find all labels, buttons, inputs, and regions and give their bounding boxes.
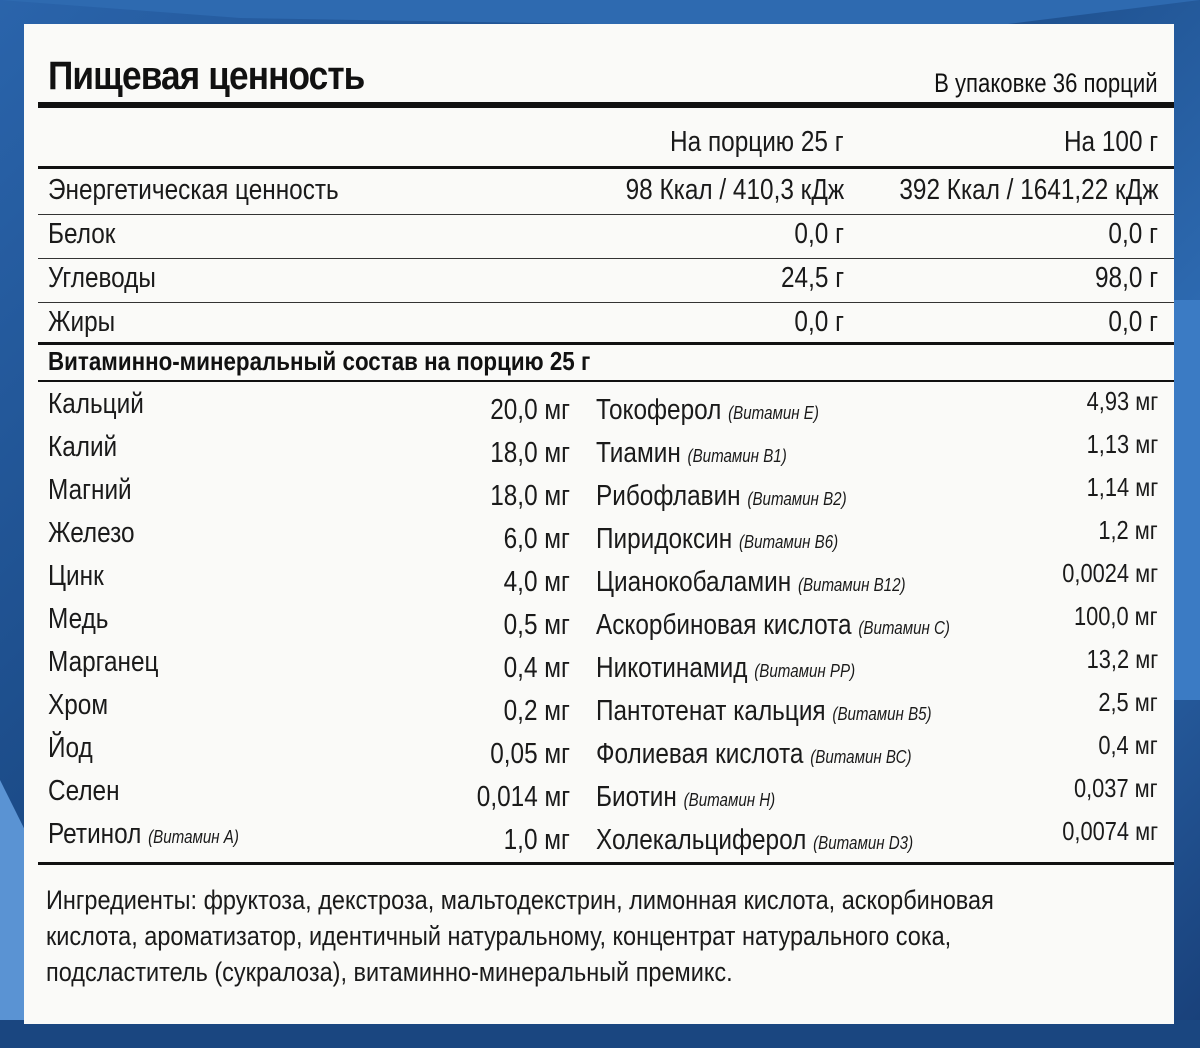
mineral-label: Селен: [48, 775, 120, 807]
nutrient-per-serving: 24,5 г: [780, 262, 844, 294]
mineral-value: 0,2 мг: [503, 695, 570, 727]
vitamin-label: Холекальциферол: [596, 824, 807, 856]
nutrient-per-100g: 0,0 г: [1108, 306, 1158, 338]
vitamin-label: Тиамин: [596, 437, 681, 469]
background-shard: [0, 1020, 1200, 1048]
vitamin-name: [596, 738, 912, 771]
mineral-value: 1,0 мг: [503, 824, 570, 856]
divider-thick: [38, 862, 1174, 865]
nutrient-per-serving: 0,0 г: [794, 306, 844, 338]
background-shard: [1170, 300, 1200, 700]
mineral-value: 18,0 мг: [490, 480, 570, 512]
mineral-name: [48, 388, 144, 421]
vitamin-label: Биотин: [596, 781, 677, 813]
nutrient-name: Белок: [48, 218, 116, 250]
vitamin-value: 1,13 мг: [1086, 429, 1158, 459]
divider-thick: [38, 102, 1174, 108]
vitamin-label: Пиридоксин: [596, 523, 733, 555]
vitamin-name: [596, 652, 855, 685]
nutrient-per-serving: 98 Ккал / 410,3 кДж: [625, 174, 844, 206]
vitamin-note: (Витамин ВС): [810, 747, 912, 767]
mineral-value: 4,0 мг: [503, 566, 570, 598]
vitamin-name: [596, 824, 913, 857]
nutrient-per-100g: 98,0 г: [1094, 262, 1158, 294]
vitamin-value: 1,2 мг: [1098, 515, 1158, 545]
vitamin-label: Аскорбиновая кислота: [596, 609, 852, 641]
label-title: Пищевая ценность: [48, 54, 365, 98]
mineral-value: 18,0 мг: [490, 437, 570, 469]
mineral-label: Калий: [48, 431, 118, 463]
vitamin-value: 13,2 мг: [1086, 644, 1158, 674]
vitamin-name: [596, 480, 847, 513]
vitamin-note: (Витамин РР): [754, 661, 856, 681]
vitamin-name: [596, 695, 932, 728]
row-divider: [38, 214, 1174, 215]
vitamin-value: 100,0 мг: [1074, 601, 1158, 631]
vitamin-note: (Витамин В1): [687, 446, 787, 466]
vitamin-label: Никотинамид: [596, 652, 748, 684]
mineral-label: Цинк: [48, 560, 104, 592]
vitamin-value: 0,4 мг: [1098, 730, 1158, 760]
mineral-label: Ретинол: [48, 818, 142, 850]
mineral-name: [48, 603, 108, 636]
vitamin-note: (Витамин В2): [747, 489, 847, 509]
vitamin-label: Рибофлавин: [596, 480, 741, 512]
row-divider: [38, 258, 1174, 259]
vitamin-note: (Витамин Н): [683, 790, 776, 810]
nutrient-per-100g: 392 Ккал / 1641,22 кДж: [898, 174, 1158, 206]
mineral-label: Кальций: [48, 388, 144, 420]
vitamin-label: Цианокобаламин: [596, 566, 792, 598]
vitamin-label: Токоферол: [596, 394, 722, 426]
mineral-name: [48, 474, 132, 507]
vitamin-note: (Витамин В5): [832, 704, 932, 724]
divider-thick: [38, 342, 1174, 345]
mineral-name: [48, 431, 117, 464]
vitamin-note: (Витамин Е): [728, 403, 819, 423]
mineral-label: Хром: [48, 689, 109, 721]
vitamin-name: [596, 609, 950, 642]
column-header-per-serving: На порцию 25 г: [670, 126, 844, 158]
vitamin-label: Фолиевая кислота: [596, 738, 804, 770]
nutrition-label: [24, 24, 1174, 1024]
nutrient-name: Углеводы: [48, 262, 156, 294]
nutrient-per-serving: 0,0 г: [794, 218, 844, 250]
mineral-name: [48, 517, 135, 550]
nutrient-per-100g: 0,0 г: [1108, 218, 1158, 250]
vitamin-note: (Витамин В6): [738, 532, 839, 552]
vitamin-label: Пантотенат кальция: [596, 695, 826, 727]
vitamin-name: [596, 781, 775, 814]
vitamin-value: 0,0074 мг: [1062, 816, 1158, 846]
vitamin-name: [596, 566, 906, 599]
vitamin-name: [596, 394, 819, 427]
mineral-value: 0,4 мг: [503, 652, 570, 684]
mineral-name: [48, 689, 108, 722]
vitamin-value: 2,5 мг: [1098, 687, 1158, 717]
ingredients-text: Ингредиенты: фруктоза, декстроза, мальтодекстрин, лимонная кислота, аскорбиновая кислота, ароматизатор, идентичный натуральному, концентрат натурального сока, подсластитель (сукралоза), витаминно-минеральный премикс.: [46, 885, 994, 987]
mineral-value: 6,0 мг: [503, 523, 570, 555]
mineral-value: 20,0 мг: [490, 394, 570, 426]
vitamin-value: 0,0024 мг: [1062, 558, 1158, 588]
mineral-value: 0,014 мг: [476, 781, 570, 813]
mineral-name: [48, 646, 159, 679]
mineral-name: [48, 775, 120, 808]
mineral-name: [48, 732, 93, 765]
vitamins-header: Витаминно-минеральный состав на порцию 25 г: [48, 346, 591, 376]
column-header-per-100g: На 100 г: [1063, 126, 1158, 158]
mineral-name: [48, 560, 104, 593]
mineral-label: Йод: [48, 732, 93, 764]
mineral-label: Марганец: [48, 646, 159, 678]
vitamin-value: 4,93 мг: [1086, 386, 1158, 416]
nutrient-name: Энергетическая ценность: [48, 174, 339, 206]
vitamin-note: (Витамин D3): [813, 833, 914, 853]
vitamin-value: 0,037 мг: [1074, 773, 1158, 803]
mineral-label: Магний: [48, 474, 132, 506]
mineral-name: [48, 818, 239, 851]
vitamin-value: 1,14 мг: [1086, 472, 1158, 502]
vitamin-note: (Витамин В12): [797, 575, 906, 595]
servings-per-package: В упаковке 36 порций: [934, 68, 1158, 98]
vitamin-name: [596, 523, 838, 556]
nutrient-name: Жиры: [48, 306, 116, 338]
mineral-label: Железо: [48, 517, 135, 549]
vitamin-name: [596, 437, 787, 470]
mineral-label: Медь: [48, 603, 109, 635]
divider-thick: [38, 166, 1174, 169]
mineral-value: 0,05 мг: [490, 738, 570, 770]
mineral-value: 0,5 мг: [503, 609, 570, 641]
vitamin-note: (Витамин С): [858, 618, 950, 638]
row-divider: [38, 302, 1174, 303]
mineral-note: (Витамин А): [148, 827, 239, 847]
divider-thick: [38, 380, 1174, 382]
